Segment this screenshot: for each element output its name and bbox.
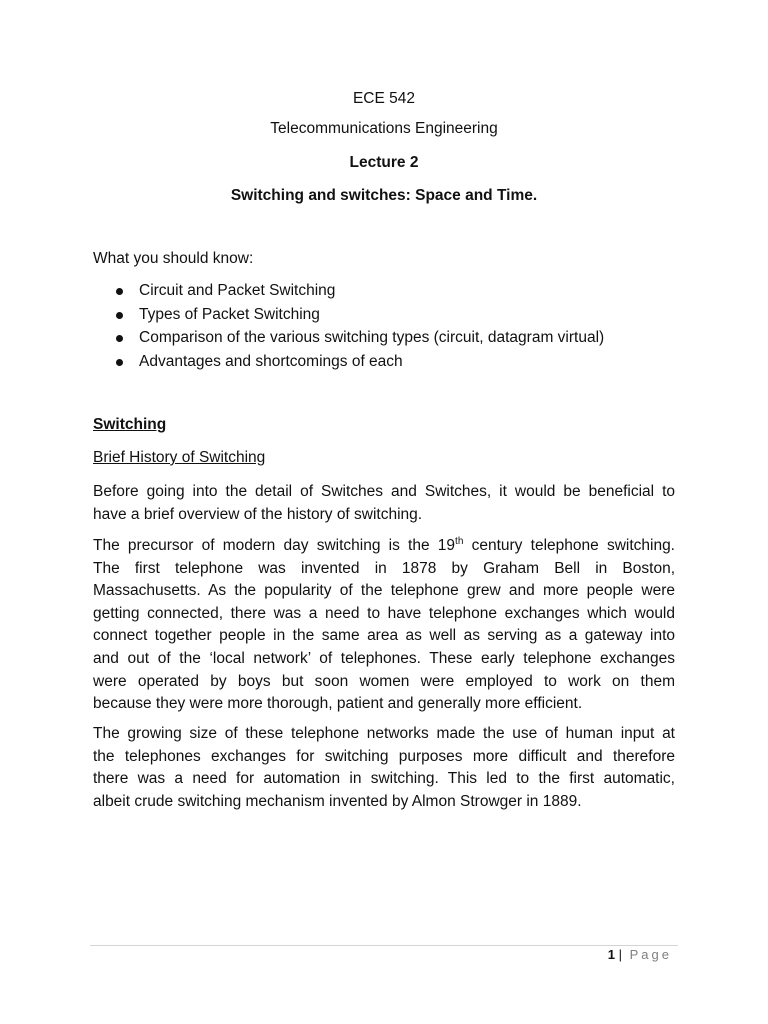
page-footer — [608, 947, 672, 962]
list-item: Circuit and Packet Switching — [93, 281, 693, 305]
course-code: ECE 542 — [352, 90, 416, 107]
page-number: 1 — [607, 947, 615, 962]
bullet-icon — [116, 335, 123, 342]
objectives-list — [93, 281, 693, 375]
bullet-icon — [116, 288, 123, 295]
footer-divider — [90, 945, 678, 946]
course-title: Telecommunications Engineering — [270, 120, 498, 137]
bullet-icon — [116, 359, 123, 366]
list-item: Comparison of the various switching types (circuit, datagram virtual) — [93, 328, 693, 352]
section-heading: Switching — [93, 416, 167, 433]
list-item: Advantages and shortcomings of each — [93, 352, 693, 376]
page-label: Page — [629, 947, 672, 962]
list-item: Types of Packet Switching — [93, 305, 693, 329]
bullet-icon — [116, 312, 123, 319]
paragraph-precursor: The precursor of modern day switching is the 19th century telephone switching. The first telephone was invented in 1878 by Graham Bell in Boston, Massachusetts. As the popularity of the telephone grew and more people were getting connected, there was a need to have telephone exchanges which would connect together people in the same area as well as serving as a gateway into and out of the ‘local network’ of telephones. These early telephone exchanges were operated by boys but soon women were employed to work on them because they were more thorough, patient and generally more efficient. — [93, 535, 675, 713]
footer-separator: | — [618, 947, 622, 962]
paragraph-history-intro: Before going into the detail of Switches and Switches, it would be beneficial to have a brief overview of the history of switching. — [93, 483, 675, 523]
section-subheading: Brief History of Switching — [93, 449, 266, 466]
lecture-topic: Switching and switches: Space and Time. — [230, 187, 538, 204]
lecture-number: Lecture 2 — [349, 154, 419, 171]
objectives-intro: What you should know: — [93, 250, 254, 267]
paragraph-automation: The growing size of these telephone networks made the use of human input at the telephones exchanges for switching purposes more difficult and therefore there was a need for automation in switching. This led to the first automatic, albeit crude switching mechanism invented by Almon Strowger in 1889. — [93, 725, 675, 810]
